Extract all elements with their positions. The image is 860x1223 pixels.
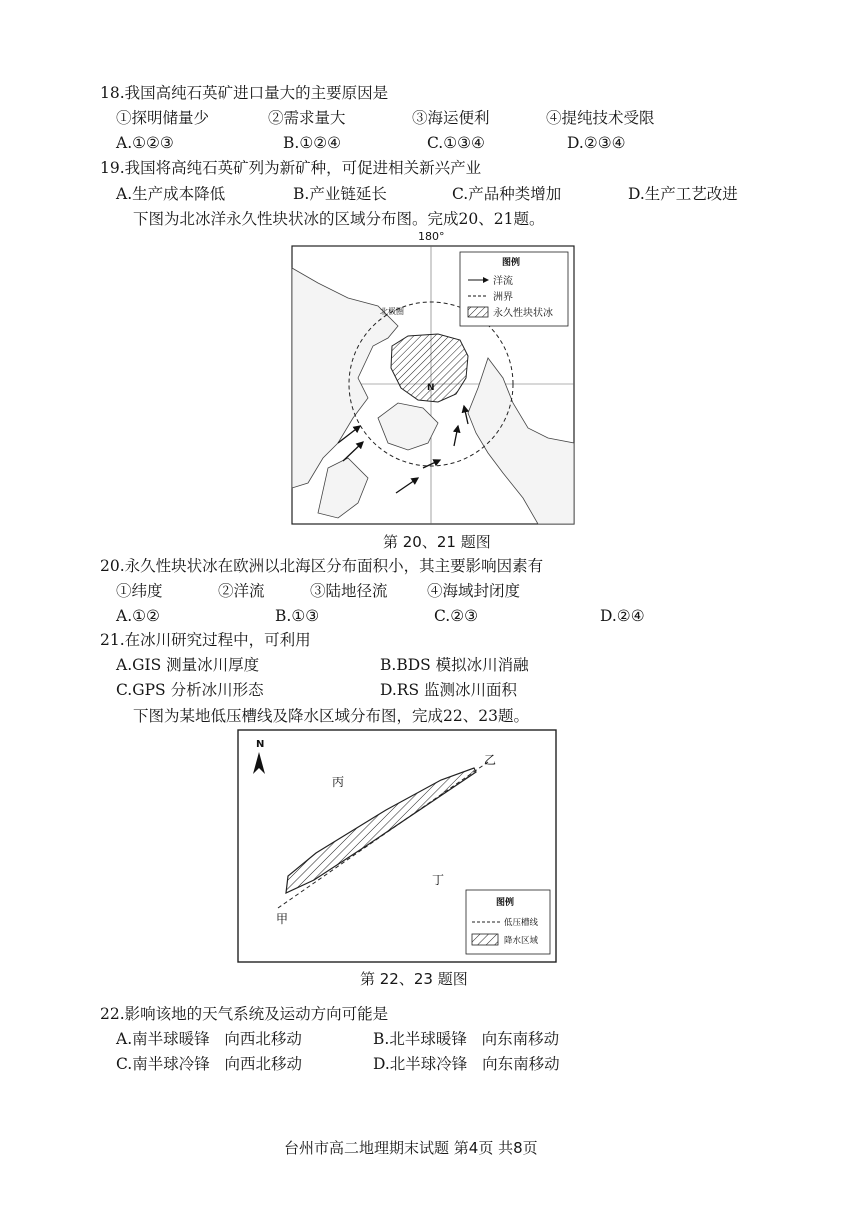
trough-figure-caption: 第 22、23 题图 [360,970,468,988]
page-footer: 台州市高二地理期末试题 第4页 共8页 [284,1139,538,1157]
legend-boundary-label: 洲界 [493,292,513,303]
legend-trough-label: 低压槽线 [504,918,539,928]
arctic-figure-caption: 第 20、21 题图 [383,533,491,551]
north-arrow-label: N [256,739,265,750]
legend-current-label: 洋流 [493,276,513,287]
arctic-map [288,228,578,528]
q20-stem: 20.永久性块状冰在欧洲以北海区分布面积小，其主要影响因素有 [100,557,544,575]
q19-option-c: C.产品种类增加 [452,185,562,203]
q22-option-b: B.北半球暖锋 向东南移动 [373,1030,560,1048]
q22-stem: 22.影响该地的天气系统及运动方向可能是 [100,1005,389,1023]
legend-ice-symbol [468,307,488,317]
arctic-legend-title: 图例 [502,258,521,268]
q21-option-b: B.BDS 模拟冰川消融 [380,656,529,674]
q19-option-b: B.产业链延长 [293,185,387,203]
q18-option-d: D.②③④ [567,134,626,152]
legend-ice-label: 永久性块状冰 [493,308,553,319]
q20-option-b: B.①③ [275,607,320,625]
q18-item-1: ①探明储量少 [116,109,210,127]
q18-item-4: ④提纯技术受限 [546,109,655,127]
label-ding: 丁 [432,873,445,887]
q20-option-a: A.①② [116,607,160,625]
label-bing: 丙 [332,775,345,789]
q22-option-a: A.南半球暖锋 向西北移动 [116,1030,302,1048]
meridian-180-label: 180° [418,230,445,243]
arctic-circle-label: 北极圈 [380,307,404,316]
q20-item-3: ③陆地径流 [310,582,388,600]
q21-option-d: D.RS 监测冰川面积 [380,681,518,699]
q20-item-1: ①纬度 [116,582,163,600]
q18-option-c: C.①③④ [427,134,485,152]
trough-map [236,728,558,964]
trough-legend-title: 图例 [496,898,515,908]
q18-item-2: ②需求量大 [268,109,346,127]
q21-stem: 21.在冰川研究过程中，可利用 [100,631,311,649]
q20-item-4: ④海域封闭度 [427,582,521,600]
q19-option-a: A.生产成本降低 [116,185,226,203]
label-yi: 乙 [484,753,497,767]
q18-stem: 18.我国高纯石英矿进口量大的主要原因是 [100,84,389,102]
legend-precip-symbol [472,934,498,945]
q22-option-c: C.南半球冷锋 向西北移动 [116,1055,303,1073]
q18-option-b: B.①②④ [283,134,342,152]
q18-item-3: ③海运便利 [412,109,490,127]
arctic-map-figure [288,228,578,528]
q21-option-a: A.GIS 测量冰川厚度 [116,656,260,674]
q22-option-d: D.北半球冷锋 向东南移动 [373,1055,560,1073]
q19-option-d: D.生产工艺改进 [628,185,738,203]
trough-map-figure [236,728,558,964]
q20-option-d: D.②④ [600,607,645,625]
q20-item-2: ②洋流 [218,582,265,600]
q18-option-a: A.①②③ [116,134,174,152]
label-jia: 甲 [276,912,289,926]
legend-precip-label: 降水区域 [504,936,539,946]
figure-intro-arctic: 下图为北冰洋永久性块状冰的区域分布图。完成20、21题。 [133,210,545,228]
q19-stem: 19.我国将高纯石英矿列为新矿种，可促进相关新兴产业 [100,159,482,177]
q20-option-c: C.②③ [434,607,479,625]
north-pole-label: N [427,383,435,393]
figure-intro-trough: 下图为某地低压槽线及降水区域分布图，完成22、23题。 [133,707,529,725]
q21-option-c: C.GPS 分析冰川形态 [116,681,264,699]
